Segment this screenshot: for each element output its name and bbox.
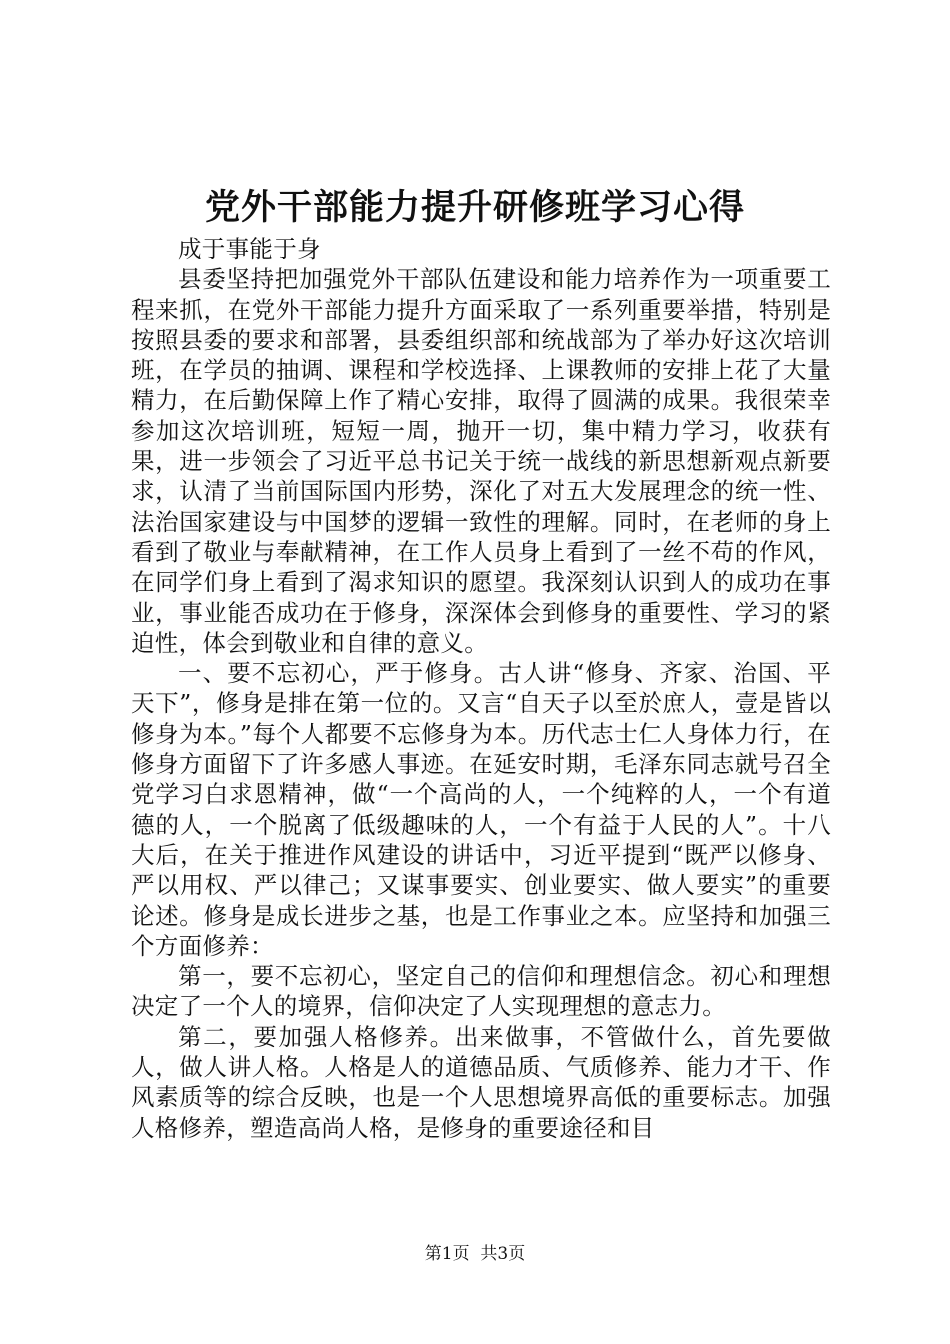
page-footer (0, 1243, 950, 1265)
page-total: 共3页 (480, 1244, 526, 1264)
body-paragraph: 第二，要加强人格修养。出来做事，不管做什么，首先要做人，做人讲人格。人格是人的道德品质、气质修养、能力才干、作风素质等的综合反映，也是一个人思想境界高低的重要标志。加强人格修养，塑造高尚人格，是修身的重要途径和目 (131, 1022, 831, 1142)
body-paragraph: 一、要不忘初心，严于修身。古人讲“修身、齐家、治国、平天下”，修身是排在第一位的。又言“自天子以至於庶人，壹是皆以修身为本。”每个人都要不忘修身为本。历代志士仁人身体力行，在修身方面留下了许多感人事迹。在延安时期，毛泽东同志就号召全党学习白求恩精神，做“一个高尚的人，一个纯粹的人，一个有道德的人，一个脱离了低级趣味的人，一个有益于人民的人”。十八大后，在关于推进作风建设的讲话中，习近平提到“既严以修身、严以用权、严以律己；又谋事要实、创业要实、做人要实”的重要论述。修身是成长进步之基，也是工作事业之本。应坚持和加强三个方面修养： (131, 659, 831, 960)
document-title: 党外干部能力提升研修班学习心得 (204, 187, 745, 228)
body-paragraph: 县委坚持把加强党外干部队伍建设和能力培养作为一项重要工程来抓，在党外干部能力提升方面采取了一系列重要举措，特别是按照县委的要求和部署，县委组织部和统战部为了举办好这次培训班，在学员的抽调、课程和学校选择、上课教师的安排上花了大量精力，在后勤保障上作了精心安排，取得了圆满的成果。我很荣幸参加这次培训班，短短一周，抛开一切，集中精力学习，收获有果，进一步领会了习近平总书记关于统一战线的新思想新观点新要求，认清了当前国际国内形势，深化了对五大发展理念的统一性、法治国家建设与中国梦的逻辑一致性的理解。同时，在老师的身上看到了敬业与奉献精神，在工作人员身上看到了一丝不苟的作风，在同学们身上看到了渴求知识的愿望。我深刻认识到人的成功在事业，事业能否成功在于修身，深深体会到修身的重要性、学习的紧迫性，体会到敬业和自律的意义。 (131, 265, 831, 657)
page-number: 第1页 (424, 1244, 470, 1264)
document-body (131, 234, 831, 1143)
body-paragraph: 第一，要不忘初心，坚定自己的信仰和理想信念。初心和理想决定了一个人的境界，信仰决定了人实现理想的意志力。 (131, 962, 831, 1021)
subtitle-paragraph: 成于事能于身 (178, 235, 321, 263)
